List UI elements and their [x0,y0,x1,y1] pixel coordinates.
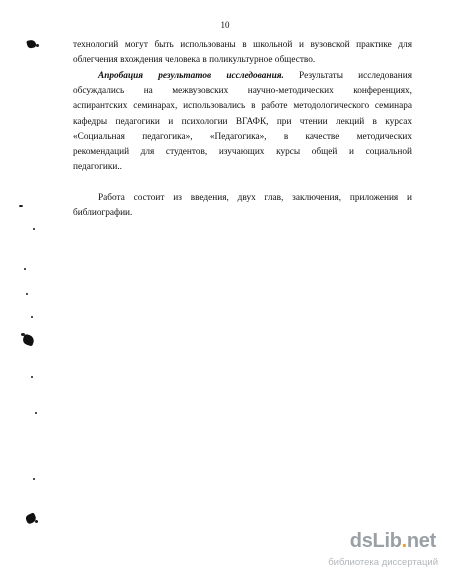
scan-speck [21,333,25,336]
text-line: библиографии. [73,208,133,219]
text-line: технологий могут быть использованы в школьной и вузовской практике для [73,40,412,50]
scan-speck [26,293,28,295]
dslib-tagline: библиотека диссертаций [328,557,438,568]
scan-speck [24,268,26,270]
text-line [73,69,412,84]
text-line: аспирантских семинарах, использовались в работе методологического семинара [73,101,412,112]
text-line: кафедры педагогики и психологии ВГАФК, при чтении лекций в курсах [73,116,412,127]
scan-speck [35,520,38,523]
logo-tld: net [406,530,436,552]
text-line: облегчения вхождения человека в поликультурное общество. [73,55,316,66]
dslib-logo [350,530,436,553]
approbation-heading: Апробация результатов исследования. [98,71,284,81]
scan-speck [31,316,33,318]
text-line: педагогики.. [73,162,122,173]
page-number: 10 [220,20,230,30]
paragraph-structure [73,191,412,221]
text-run: Результаты исследования [299,71,412,81]
dslib-watermark [318,530,446,574]
text-line: Работа состоит из введения, двух глав, заключения, приложения и [98,193,412,203]
paragraph-continuation [73,38,412,68]
scan-speck [35,412,37,414]
logo-main: dsLib [349,530,402,552]
scan-speck [19,205,23,207]
text-line: «Социальная педагогика», «Педагогика», в качестве методических [73,131,412,142]
text-line: рекомендаций для студентов, изучающих курсы общей и социальной [73,146,412,157]
scan-speck [36,44,39,47]
paragraph-approbation [73,69,412,175]
logo-dot: . [401,530,407,552]
scan-speck [33,228,35,230]
scan-speck [31,376,33,378]
text-line: обсуждались на межвузовских научно-методических конференциях, [73,86,412,97]
scan-speck [33,478,35,480]
